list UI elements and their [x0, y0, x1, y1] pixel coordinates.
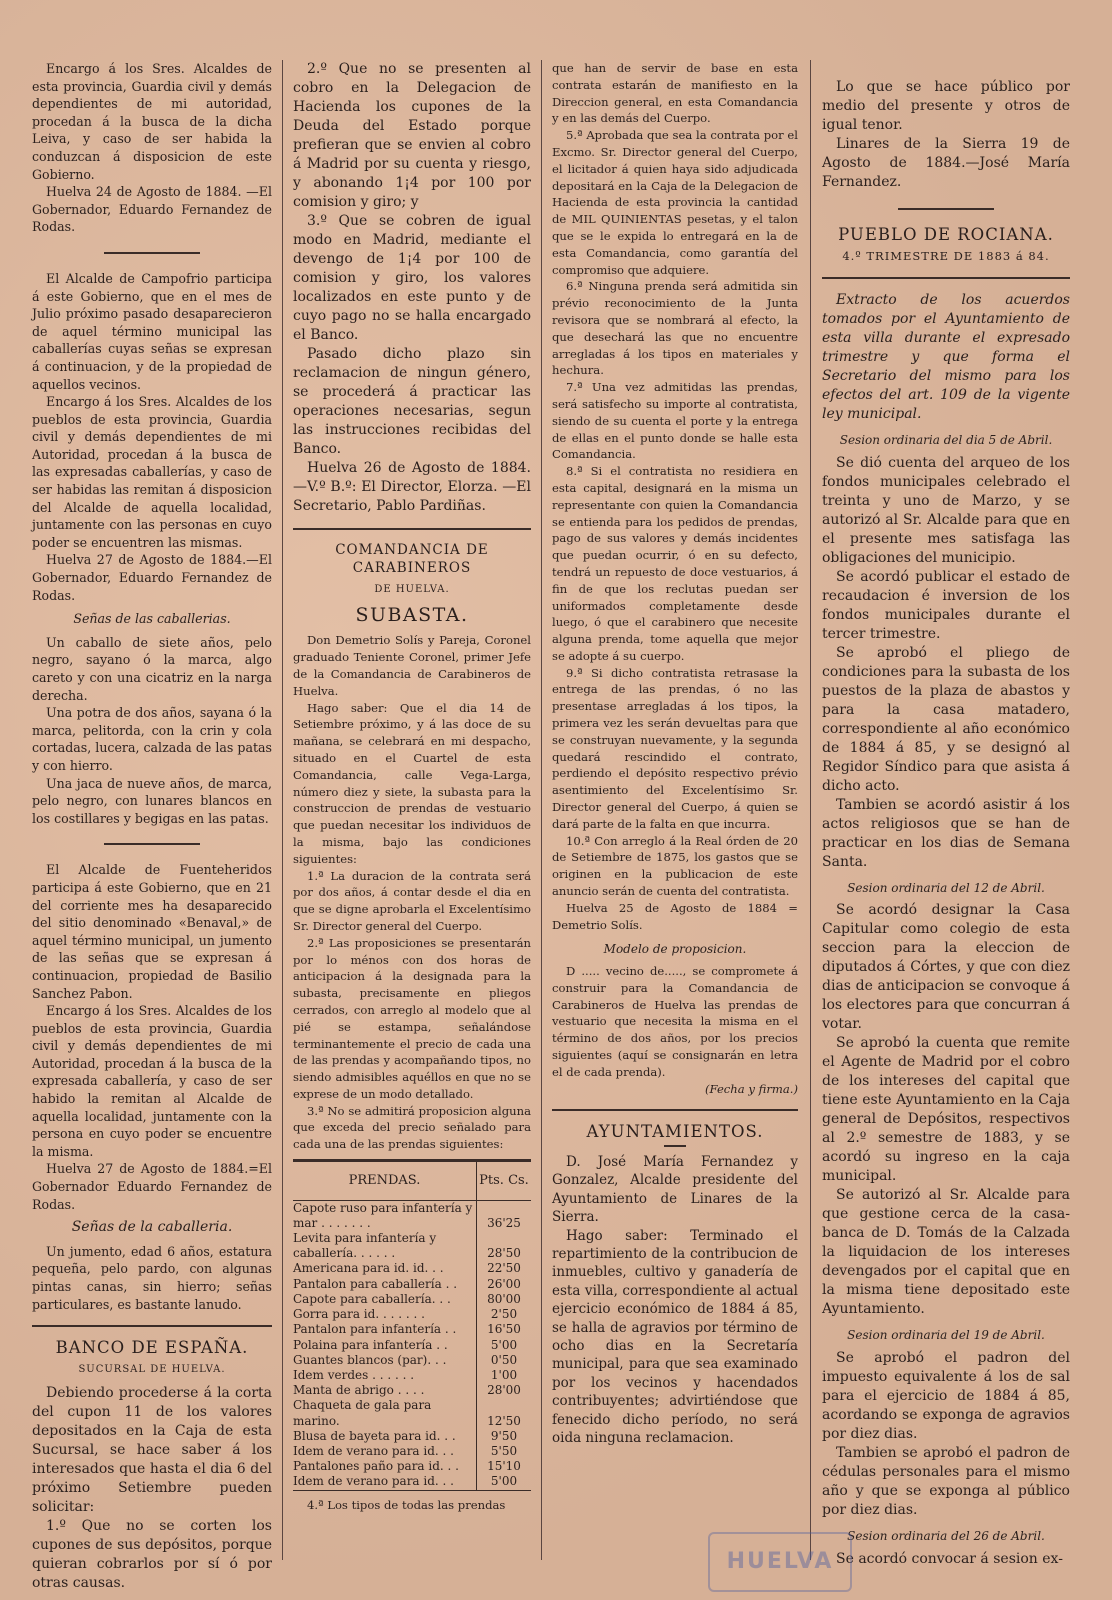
table-row: [293, 1307, 531, 1322]
column-rule: [282, 60, 283, 1560]
session-heading: Sesion ordinaria del 12 de Abril.: [847, 880, 1045, 895]
column-4: [822, 78, 1070, 1569]
section-heading: Señas de las caballerias.: [73, 611, 231, 627]
ayuntamientos-title: AYUNTAMIENTOS.: [586, 1122, 764, 1142]
paragraph: 7.ª Una vez admitidas las prendas, será satisfecho su importe al contratista, siendo de su cuenta el porte y la entrega de ellas en el punto donde se halle esta Comandancia.: [552, 380, 798, 462]
table-row: [293, 1261, 531, 1276]
paragraph: 6.ª Ninguna prenda será admitida sin prévio reconocimiento de la Junta revisora que se nombrará al efecto, la que desechará las que no encuentre arregladas á los tipos en materiales y hechura.: [552, 279, 798, 378]
signature: Huelva 24 de Agosto de 1884. —El Gobernador, Eduardo Fernandez de Rodas.: [32, 184, 272, 235]
item-cell: Idem de verano para id. . .: [293, 1443, 454, 1458]
paragraph: Se acordó convocar á sesion ex-: [836, 1550, 1063, 1567]
price-cell: 16'50: [477, 1322, 532, 1337]
price-cell: 80'00: [477, 1292, 532, 1307]
paragraph: Pasado dicho plazo sin reclamacion de ningun género, se procederá á practicar las operaciones necesarias, segun las instrucciones recibidas del Banco.: [293, 346, 531, 457]
paragraph: Se aprobó el padron del impuesto equivalente á los de sal para el ejercicio de 1884 á 85, acordando se exponga de agravios por diez dias.: [822, 1349, 1070, 1442]
paragraph: Un caballo de siete años, pelo negro, sayano ó la marca, algo careto y con una cicatriz en la narga derecha.: [32, 634, 272, 703]
price-cell: 5'00: [477, 1474, 532, 1490]
paragraph: Hago saber: Que el dia 14 de Setiembre próximo, y á las doce de su mañana, se celebrará en mi despacho, situado en el Cuartel de esta Comandancia, calle Vega-Larga, número diez y siete, la subasta para la construccion de prendas de vestuario que puedan necesitar los individuos de la misma, bajo las condiciones siguientes:: [293, 700, 531, 866]
table-row: [293, 1444, 531, 1459]
item-cell: Capote para caballería. . .: [293, 1291, 451, 1306]
table-row: [293, 1353, 531, 1368]
paragraph: 10.ª Con arreglo á la Real órden de 20 de Setiembre de 1875, los gastos que se originen en la publicacion de este anuncio serán de cuenta del contratista.: [552, 833, 798, 899]
session-heading: Sesion ordinaria del 19 de Abril.: [847, 1328, 1045, 1343]
item-cell: Chaqueta de gala para marino.: [293, 1398, 432, 1428]
paragraph: Lo que se hace público por medio del presente y otros de igual tenor.: [822, 79, 1070, 133]
paragraph: El Alcalde de Fuenteheridos participa á este Gobierno, que en 21 del corriente mes ha desaparecido del sitio denominado «Benaval,» de aquel término municipal, un jumento de las señas que se expresan á continuacion, propiedad de Basilio Sanchez Pabon.: [32, 862, 272, 1001]
price-table: [293, 1159, 531, 1490]
paragraph: 3.ª No se admitirá proposicion alguna que exceda del precio señalado para cada una de las prendas siguientes:: [293, 1103, 531, 1152]
paragraph: Encargo á los Sres. Alcaldes de los pueblos de esta provincia, Guardia civil y demás dependientes de mi Autoridad, procedan á la busca de la expresada caballería, y caso de ser habido la remitan al Alcalde de aquella localidad, juntamente con la persona en cuyo poder se encuentre la misma.: [32, 1003, 272, 1159]
commandancy-title: COMANDANCIA DE CARABINEROS: [335, 542, 489, 576]
table-row: [293, 1398, 531, 1428]
session-heading: Sesion ordinaria del 26 de Abril.: [847, 1528, 1045, 1543]
paragraph: 9.ª Si dicho contratista retrasase la entrega de las prendas, ó no las presentase arregladas á los tipos, la primera vez les serán devueltas para que se construyan nuevamente, y la segunda quedará rescindido el contrato, perdiendo el depósito respectivo prévio asentimiento del Excelentísimo Sr. Director general del Cuerpo, á quien se dará parte de la falta en que incurra.: [552, 665, 798, 831]
paragraph: Debiendo procederse á la corta del cupon 11 de los valores depositados en la Caja de esta Sucursal, se hace saber á los interesados que hasta el dia 6 del próximo Setiembre pueden solicitar:: [32, 1385, 272, 1516]
column-rule: [810, 60, 811, 1560]
column-1: [32, 60, 272, 1593]
paragraph: Tambien se aprobó el padron de cédulas personales para el mismo año y que se exponga al público por diez dias.: [822, 1444, 1070, 1518]
paragraph: Se acordó designar la Casa Capitular como colegio de esta seccion para la eleccion de diputados á Córtes, y que con diez dias de anticipacion se convoque á los electores para que concurran á votar.: [822, 902, 1070, 1033]
item-cell: Polaina para infantería . .: [293, 1337, 448, 1352]
paragraph: 2.º Que no se presenten al cobro en la Delegacion de Hacienda los cupones de la Deuda del Estado porque prefieran que se envien al cobro á Madrid por su cuenta y riesgo, y abonando 1¡4 por 100 por comision y giro; y: [293, 61, 531, 210]
paragraph: El Alcalde de Campofrio participa á este Gobierno, que en el mes de Julio próximo pasado desaparecieron de aquel término municipal las caballerías cuyas señas se expresan á continuacion, y de la propiedad de aquellos vecinos.: [32, 270, 272, 392]
table-row: [293, 1200, 531, 1231]
divider: [293, 528, 531, 530]
signature: Huelva 26 de Agosto de 1884. —V.º B.º: El Director, Elorza. —El Secretario, Pablo Pardiñas.: [293, 460, 531, 514]
table-row: [293, 1368, 531, 1383]
item-cell: Guantes blancos (par). . .: [293, 1352, 447, 1367]
paragraph: 1.ª La duracion de la contrata será por dos años, á contar desde el dia en que se digne aprobarla el Excelentísimo Sr. Director general del Cuerpo.: [293, 868, 531, 933]
paragraph: que han de servir de base en esta contrata estarán de manifiesto en la Direccion general, en esta Comandancia y en las demás del Cuerpo.: [552, 61, 798, 126]
price-cell: 12'50: [477, 1398, 532, 1428]
item-cell: Pantalon para caballería . .: [293, 1276, 458, 1291]
price-cell: 9'50: [477, 1429, 532, 1444]
library-stamp: HUELVA: [708, 1532, 852, 1592]
price-cell: 2'50: [477, 1307, 532, 1322]
divider: [552, 1109, 798, 1111]
column-rule: [541, 60, 542, 1560]
signature-line: (Fecha y firma.): [705, 1081, 798, 1096]
column-2: [293, 60, 531, 1513]
table-row: [293, 1383, 531, 1398]
paragraph: Se aprobó el pliego de condiciones para la subasta de los puestos de la plaza de abastos y para la casa matadero, correspondiente al año económico de 1884 á 85, y se designó al Regidor Síndico para que asista á dicho acto.: [822, 644, 1070, 794]
table-row: [293, 1338, 531, 1353]
divider: [822, 277, 1070, 279]
table-row: [293, 1292, 531, 1307]
table-row: [293, 1322, 531, 1337]
paragraph: Don Demetrio Solís y Pareja, Coronel graduado Teniente Coronel, primer Jefe de la Comandancia de Carabineros de Huelva.: [293, 633, 531, 698]
table-row: [293, 1459, 531, 1474]
paragraph: 4.ª Los tipos de todas las prendas: [307, 1497, 506, 1512]
item-cell: Manta de abrigo . . . .: [293, 1383, 425, 1398]
paragraph: D. José María Fernandez y Gonzalez, Alcalde presidente del Ayuntamiento de Linares de la Sierra.: [552, 1154, 798, 1226]
pueblo-title: PUEBLO DE ROCIANA.: [838, 225, 1054, 244]
table-row: [293, 1474, 531, 1490]
item-cell: Americana para id. id. . .: [293, 1261, 444, 1276]
paragraph: Un jumento, edad 6 años, estatura pequeña, pelo pardo, con algunas pintas canas, sin hierro; señas particulares, es bastante lanudo.: [32, 1243, 272, 1312]
item-cell: Idem de verano para id. . .: [293, 1474, 477, 1490]
bank-title: BANCO DE ESPAÑA.: [55, 1338, 249, 1358]
table-header-item: PRENDAS.: [293, 1161, 477, 1201]
trimestre-subtitle: 4.º TRIMESTRE DE 1883 á 84.: [842, 248, 1050, 263]
price-cell: 28'50: [477, 1231, 532, 1261]
column-3: [552, 60, 798, 1448]
table-header-price: Pts. Cs.: [477, 1161, 532, 1201]
model-heading: Modelo de proposicion.: [603, 942, 747, 957]
paragraph: 1.º Que no se corten los cupones de sus depósitos, porque quieran cobrarlos por sí ó por otras causas.: [32, 1518, 272, 1592]
price-cell: 22'50: [477, 1261, 532, 1276]
paragraph: Se acordó publicar el estado de recaudacion é inversion de los fondos municipales durante el tercer trimestre.: [822, 568, 1070, 642]
paragraph: D ..... vecino de....., se compromete á construir para la Comandancia de Carabineros de Huelva las prendas de vestuario que necesita la misma en el término de dos años, por los precios siguientes (aquí se consignarán en letra el de cada prenda).: [552, 964, 798, 1079]
table-row: [293, 1277, 531, 1292]
section-heading: Señas de la caballeria.: [71, 1219, 233, 1236]
paragraph: Se autorizó al Sr. Alcalde para que gestione cerca de la casa-banca de D. Tomás de la Calzada la liquidacion de los intereses devengados por el capital que en la misma tiene depositado este Ayuntamiento.: [822, 1187, 1070, 1318]
item-cell: Gorra para id. . . . . . .: [293, 1307, 425, 1322]
paragraph: 8.ª Si el contratista no residiera en esta capital, designará en la misma un representante con quien la Comandancia se entienda para los pedidos de prendas, pago de sus valores y demás incidentes que puedan ocurrir, ó en su defecto, tendrá un repuesto de doce vestuarios, á fin de que los reclutas puedan ser uniformados completamente desde luego, ó que el carabinero que necesite alguna prenda, tome aquella que mejor se adopte á su cuerpo.: [552, 464, 798, 663]
item-cell: Pantalones paño para id. . .: [293, 1459, 459, 1474]
divider: [664, 1145, 686, 1147]
table-row: [293, 1429, 531, 1444]
item-cell: Blusa de bayeta para id. . .: [293, 1428, 456, 1443]
paragraph: Se dió cuenta del arqueo de los fondos municipales celebrado el treinta y uno de Marzo, y se autorizó al Sr. Alcalde para que en el presente mes satisfaga las obligaciones del municipio.: [822, 454, 1070, 566]
session-heading: Sesion ordinaria del dia 5 de Abril.: [839, 433, 1053, 448]
divider: [898, 208, 994, 210]
extract-intro: Extracto de los acuerdos tomados por el Ayuntamiento de esta villa durante el expresado trimestre y que forma el Secretario del mismo para los efectos del art. 109 de la vigente ley municipal.: [822, 292, 1070, 423]
paragraph: Hago saber: Terminado el repartimiento de la contribucion de inmuebles, cultivo y ganadería de esta villa, correspondiente al actual ejercicio económico de 1884 á 85, se halla de agravios por término de ocho dias en la Secretaría municipal, para que sea examinado por los vecinos y hacendados contribuyentes; advirtiéndose que fenecido dicho período, no será oida ninguna reclamacion.: [552, 1227, 798, 1447]
bank-subtitle: SUCURSAL DE HUELVA.: [78, 1363, 226, 1375]
auction-title: SUBASTA.: [355, 603, 469, 626]
price-cell: 0'50: [477, 1353, 532, 1368]
signature: Linares de la Sierra 19 de Agosto de 1884.—José María Fernandez.: [822, 136, 1070, 190]
paragraph: Una jaca de nueve años, de marca, pelo negro, con lunares blancos en los costillares y begigas en las patas.: [32, 775, 272, 826]
price-cell: 15'10: [477, 1459, 532, 1474]
item-cell: Capote ruso para infantería y mar . . . . . . .: [293, 1200, 473, 1230]
item-cell: Pantalon para infantería . .: [293, 1322, 457, 1337]
signature: Huelva 25 de Agosto de 1884 = Demetrio Solís.: [552, 900, 798, 932]
paragraph: 2.ª Las proposiciones se presentarán por lo ménos con dos horas de anticipacion á la designada para la subasta, precisamente en pliegos cerrados, con arreglo al modelo que al pié se estampa, señalándose terminantemente el precio de cada una de las prendas y acompañando tipos, no siendo admisibles aquéllos en que no se exprese de un modo detallado.: [293, 935, 531, 1101]
divider: [32, 1325, 272, 1327]
item-cell: Levita para infantería y caballería. . . . . .: [293, 1231, 437, 1261]
commandancy-subtitle: DE HUELVA.: [374, 584, 450, 596]
signature: Huelva 27 de Agosto de 1884.=El Gobernador Eduardo Fernandez de Rodas.: [32, 1161, 272, 1212]
divider: [104, 843, 200, 845]
price-cell: 36'25: [477, 1200, 532, 1231]
paragraph: 3.º Que se cobren de igual modo en Madrid, mediante el devengo de 1¡4 por 100 de comision y giro, los valores localizados en este punto y de cuyo pago no se halla encargado el Banco.: [293, 213, 531, 343]
divider: [104, 252, 200, 254]
price-cell: 26'00: [477, 1277, 532, 1292]
item-cell: Idem verdes . . . . . .: [293, 1367, 415, 1382]
price-cell: 28'00: [477, 1383, 532, 1398]
paragraph: 5.ª Aprobada que sea la contrata por el Excmo. Sr. Director general del Cuerpo, el licitador á quien haya sido adjudicada depositará en la Caja de la Delegacion de Hacienda de esta provincia la cantidad de MIL QUINIENTAS pesetas, y el talon que se le expida lo entregará en la de esta Comandancia, como garantía del compromiso que adquiere.: [552, 128, 798, 277]
price-cell: 5'50: [477, 1444, 532, 1459]
paragraph: Tambien se acordó asistir á los actos religiosos que se han de practicar en los dias de Semana Santa.: [822, 796, 1070, 870]
paragraph: Una potra de dos años, sayana ó la marca, pelitorda, con la crin y cola cortadas, lucera, calzada de las patas y con hierro.: [32, 705, 272, 773]
paragraph: Encargo á los Sres. Alcaldes de esta provincia, Guardia civil y demás dependientes de mi autoridad, procedan á la busca de la dicha Leiva, y caso de ser habida la conduzcan á disposicion de este Gobierno.: [32, 61, 272, 182]
paragraph: Se aprobó la cuenta que remite el Agente de Madrid por el cobro de los intereses del capital que tiene este Ayuntamiento en la Caja general de Depósitos, respectivos al 2.º semestre de 1883, y se acordó su ingreso en la caja municipal.: [822, 1035, 1070, 1185]
paragraph: Encargo á los Sres. Alcaldes de los pueblos de esta provincia, Guardia civil y demás dependientes de mi Autoridad, procedan á la busca de las expresadas caballerías, y caso de ser habidas las remitan á disposicion del Alcalde de aquella localidad, juntamente con las personas en cuyo poder se encuentren las mismas.: [32, 394, 272, 550]
price-cell: 5'00: [477, 1338, 532, 1353]
table-row: [293, 1231, 531, 1261]
signature: Huelva 27 de Agosto de 1884.—El Gobernador, Eduardo Fernandez de Rodas.: [32, 552, 272, 603]
price-cell: 1'00: [477, 1368, 532, 1383]
